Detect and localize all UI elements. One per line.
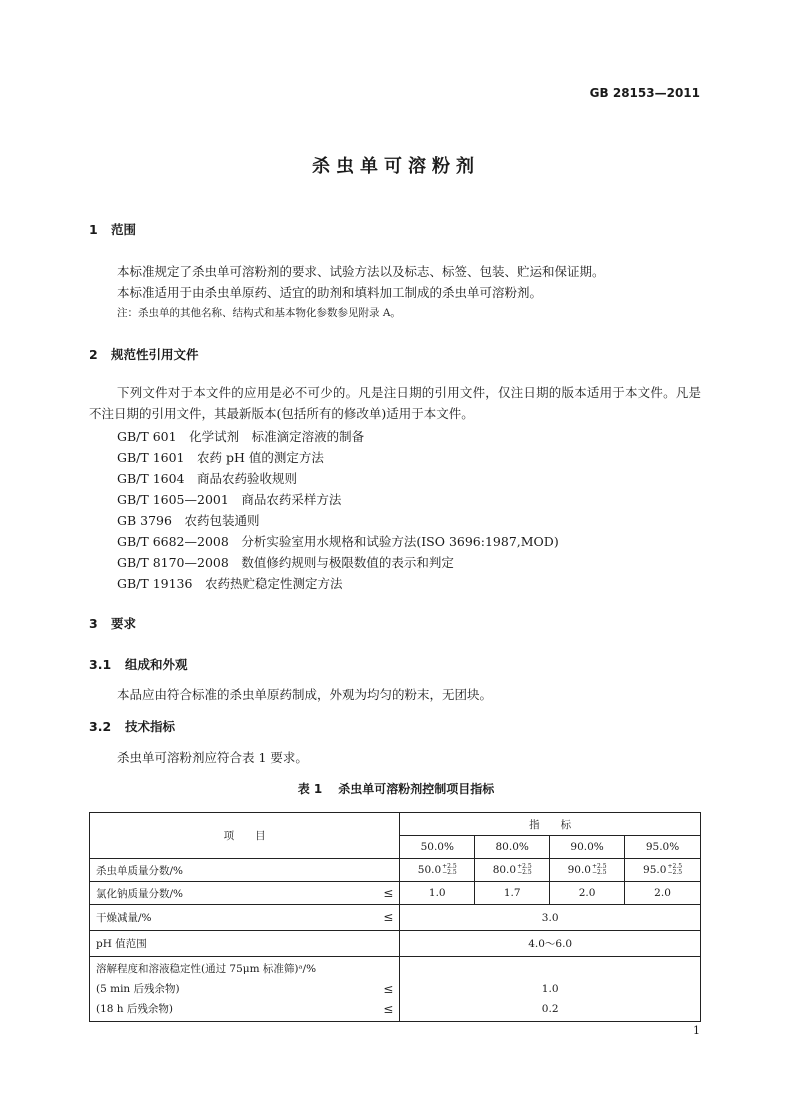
item-header: 项 目 — [90, 813, 400, 859]
grade-header: 80.0% — [475, 836, 550, 859]
table-header-row — [90, 813, 701, 836]
table-cell: 50.0+2.5 −2.5 — [400, 859, 475, 882]
section-number: 2 — [89, 347, 98, 362]
section-3-2-heading — [89, 717, 175, 735]
page-number: 1 — [693, 1024, 700, 1037]
reference-code: GB/T 8170—2008 — [117, 555, 229, 570]
table-cell: 95.0+2.5 −2.5 — [625, 859, 701, 882]
reference-title: 数值修约规则与极限数值的表示和判定 — [241, 555, 454, 570]
scope-paragraph-1: 本标准规定了杀虫单可溶粉剂的要求、试验方法以及标志、标签、包装、贮运和保证期。 — [117, 264, 605, 279]
reference-item — [117, 511, 260, 529]
reference-code: GB/T 601 — [117, 429, 177, 444]
reference-title: 分析实验室用水规格和试验方法(ISO 3696:1987,MOD) — [241, 534, 559, 549]
section-3-1-heading — [89, 655, 188, 673]
reference-item — [117, 553, 454, 571]
table-cell: 90.0+2.5 −2.5 — [550, 859, 625, 882]
reference-item — [117, 448, 324, 466]
reference-code: GB 3796 — [117, 513, 172, 528]
table-cell: 1.0 — [400, 882, 475, 905]
table-row — [90, 905, 701, 931]
reference-item — [117, 427, 364, 445]
section-2-heading — [89, 345, 199, 363]
section-3-heading — [89, 614, 136, 632]
table-cell: 4.0～6.0 — [400, 931, 701, 957]
reference-item — [117, 574, 343, 592]
table-cell: 3.0 — [400, 905, 701, 931]
reference-code: GB/T 1604 — [117, 471, 185, 486]
row-label: 干燥减量/% ≤ — [90, 905, 400, 931]
section-number: 3 — [89, 616, 98, 631]
section-1-heading — [89, 220, 136, 238]
reference-item — [117, 490, 341, 508]
row-label: pH 值范围 — [90, 931, 400, 957]
section-title: 范围 — [111, 222, 137, 237]
row-label: 氯化钠质量分数/% ≤ — [90, 882, 400, 905]
table-cell: 1.7 — [475, 882, 550, 905]
table-caption — [0, 780, 792, 797]
section-title: 规范性引用文件 — [111, 347, 199, 362]
table-cell: 80.0+2.5 −2.5 — [475, 859, 550, 882]
reference-title: 化学试剂 标准滴定溶液的制备 — [189, 429, 365, 444]
grade-header: 95.0% — [625, 836, 701, 859]
reference-title: 商品农药采样方法 — [241, 492, 342, 507]
table-row — [90, 859, 701, 882]
section-title: 要求 — [111, 616, 137, 631]
reference-item — [117, 532, 559, 550]
reference-title: 农药热贮稳定性测定方法 — [204, 576, 343, 591]
table-cell: 1.0 0.2 — [400, 957, 701, 1022]
reference-code: GB/T 6682—2008 — [117, 534, 229, 549]
reference-title: 商品农药验收规则 — [197, 471, 298, 486]
scope-note: 注：杀虫单的其他名称、结构式和基本物化参数参见附录 A。 — [117, 307, 401, 319]
tech-index-text: 杀虫单可溶粉剂应符合表 1 要求。 — [117, 750, 308, 765]
standard-code: GB 28153—2011 — [589, 86, 700, 100]
table-cell: 2.0 — [625, 882, 701, 905]
row-label: 杀虫单质量分数/% — [90, 859, 400, 882]
table-row — [90, 882, 701, 905]
reference-title: 农药 pH 值的测定方法 — [197, 450, 324, 465]
table-title: 杀虫单可溶粉剂控制项目指标 — [338, 782, 495, 796]
grade-header: 50.0% — [400, 836, 475, 859]
reference-item — [117, 469, 297, 487]
spec-table — [89, 812, 701, 1022]
le-symbol: ≤ — [383, 910, 394, 924]
index-header: 指 标 — [400, 813, 701, 836]
scope-paragraph-2: 本标准适用于由杀虫单原药、适宜的助剂和填料加工制成的杀虫单可溶粉剂。 — [117, 285, 543, 300]
table-cell: 2.0 — [550, 882, 625, 905]
reference-code: GB/T 1601 — [117, 450, 185, 465]
le-symbol: ≤ — [383, 885, 394, 900]
section-number: 1 — [89, 222, 98, 237]
section-title: 组成和外观 — [125, 657, 188, 672]
section-title: 技术指标 — [125, 719, 176, 734]
composition-text: 本品应由符合标准的杀虫单原药制成，外观为均匀的粉末，无团块。 — [117, 687, 493, 702]
table-row — [90, 957, 701, 1022]
row-label: 溶解程度和溶液稳定性(通过 75μm 标准筛)ᵃ/% (5 min 后残余物) ≤ (18 h 后残余物) ≤ — [90, 957, 400, 1022]
le-symbol: ≤ — [383, 982, 394, 996]
references-intro: 下列文件对于本文件的应用是必不可少的。凡是注日期的引用文件，仅注日期的版本适用于本文件。凡是不注日期的引用文件，其最新版本(包括所有的修改单)适用于本文件。 — [89, 385, 701, 421]
table-row — [90, 931, 701, 957]
document-title: 杀虫单可溶粉剂 — [312, 156, 480, 177]
grade-header: 90.0% — [550, 836, 625, 859]
section-number: 3.2 — [89, 719, 112, 734]
reference-code: GB/T 19136 — [117, 576, 193, 591]
le-symbol: ≤ — [383, 1002, 394, 1016]
reference-code: GB/T 1605—2001 — [117, 492, 229, 507]
table-number: 表 1 — [297, 782, 323, 796]
reference-title: 农药包装通则 — [184, 513, 260, 528]
section-number: 3.1 — [89, 657, 112, 672]
